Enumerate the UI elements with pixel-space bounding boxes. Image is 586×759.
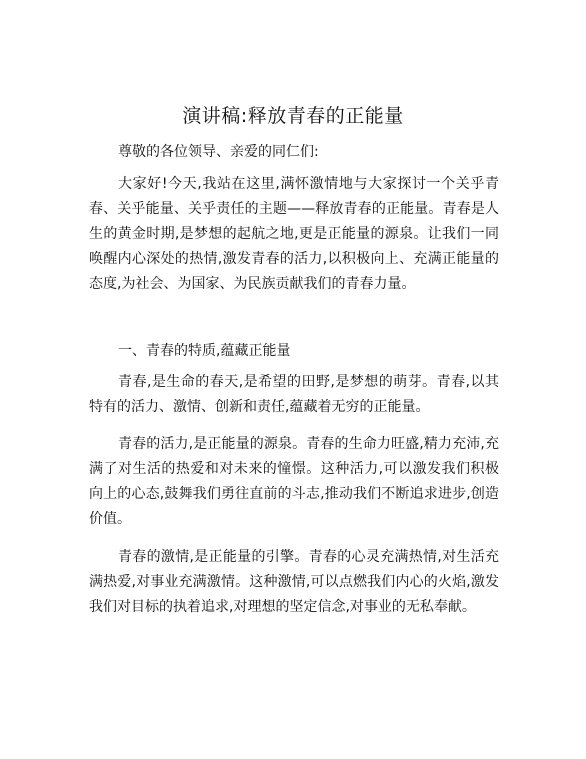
paragraph-intro: 大家好!今天,我站在这里,满怀激情地与大家探讨一个关乎青春、关乎能量、关乎责任的主题——释放青春的正能量。青春是人生的黄金时期,是梦想的起航之地,更是正能量的源泉。让我们一同唤醒内心深处的热情,激发青春的活力,以积极向上、充满正能量的态度,为社会、为国家、为民族贡献我们的青春力量。 [89, 176, 499, 292]
paragraph-youth-definition: 青春,是生命的春天,是希望的田野,是梦想的萌芽。青春,以其特有的活力、激情、创新和责任,蕴藏着无穷的正能量。 [89, 374, 499, 415]
paragraph-youth-vitality: 青春的活力,是正能量的源泉。青春的生命力旺盛,精力充沛,充满了对生活的热爱和对未来的憧憬。这种活力,可以激发我们积极向上的心态,鼓舞我们勇往直前的斗志,推动我们不断追求进步,创造价值。 [89, 436, 499, 527]
paragraph-youth-passion: 青春的激情,是正能量的引擎。青春的心灵充满热情,对生活充满热爱,对事业充满激情。这种激情,可以点燃我们内心的火焰,激发我们对目标的执着追求,对理想的坚定信念,对事业的无私奉献。 [89, 549, 499, 615]
section-heading: 一、青春的特质,蕴藏正能量 [118, 343, 291, 359]
salutation-line: 尊敬的各位领导、亲爱的同仁们: [118, 144, 319, 160]
document-title: 演讲稿:释放青春的正能量 [182, 105, 404, 127]
